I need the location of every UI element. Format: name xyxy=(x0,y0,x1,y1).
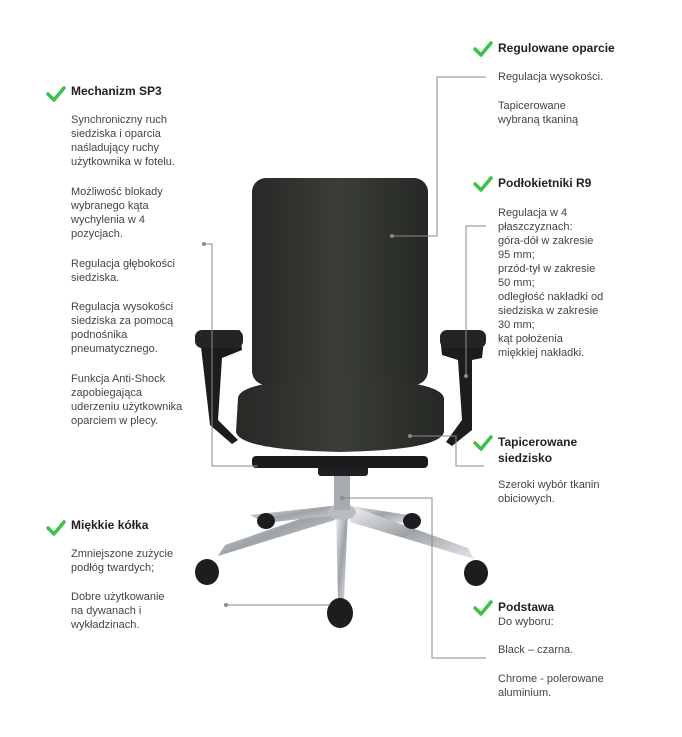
check-icon xyxy=(473,41,493,57)
base-desc-2: Black – czarna. xyxy=(498,644,574,656)
check-icon xyxy=(46,520,66,536)
mechanism-desc-1: Synchroniczny ruch siedziska i oparcia naśladujący ruchy użytkownika w fotelu. xyxy=(71,114,175,168)
backrest-desc-2: Tapicerowane wybraną tkaniną xyxy=(498,100,579,126)
check-icon xyxy=(46,86,66,102)
mechanism-desc-5: Funkcja Anti-Shock zapobiegająca uderzeniu użytkownika oparciem w plecy. xyxy=(71,373,183,427)
check-icon xyxy=(473,435,493,451)
armrests-desc: Regulacja w 4 płaszczyznach: góra-dół w zakresie 95 mm; przód-tył w zakresie 50 mm; odległość nakładki od siedziska w zakresie 30 mm; kąt położenia miękkiej nakładki. xyxy=(498,207,604,359)
mechanism-desc-4: Regulacja wysokości siedziska za pomocą podnośnika pneumatycznego. xyxy=(71,301,174,355)
base-desc-1: Do wyboru: xyxy=(498,616,554,628)
mechanism-desc-3: Regulacja głębokości siedziska. xyxy=(71,258,175,284)
backrest-title: Regulowane oparcie xyxy=(498,41,615,55)
check-icon xyxy=(473,600,493,616)
base-desc-3: Chrome - polerowane aluminium. xyxy=(498,673,604,699)
seat-title: Tapicerowane siedzisko xyxy=(498,435,578,465)
seat-desc: Szeroki wybór tkanin obiciowych. xyxy=(498,479,600,505)
base-title: Podstawa xyxy=(498,600,555,614)
mechanism-title: Mechanizm SP3 xyxy=(71,84,162,98)
wheels-title: Miękkie kółka xyxy=(71,518,149,532)
mechanism-desc-2: Możliwość blokady wybranego kąta wychylenia w 4 pozycjach. xyxy=(71,186,163,240)
wheels-desc-2: Dobre użytkowanie na dywanach i wykładzinach. xyxy=(71,591,165,631)
wheels-desc-1: Zmniejszone zużycie podłóg twardych; xyxy=(71,548,174,574)
backrest-desc-1: Regulacja wysokości. xyxy=(498,71,604,83)
armrests-title: Podłokietniki R9 xyxy=(498,176,592,190)
check-icon xyxy=(473,176,493,192)
